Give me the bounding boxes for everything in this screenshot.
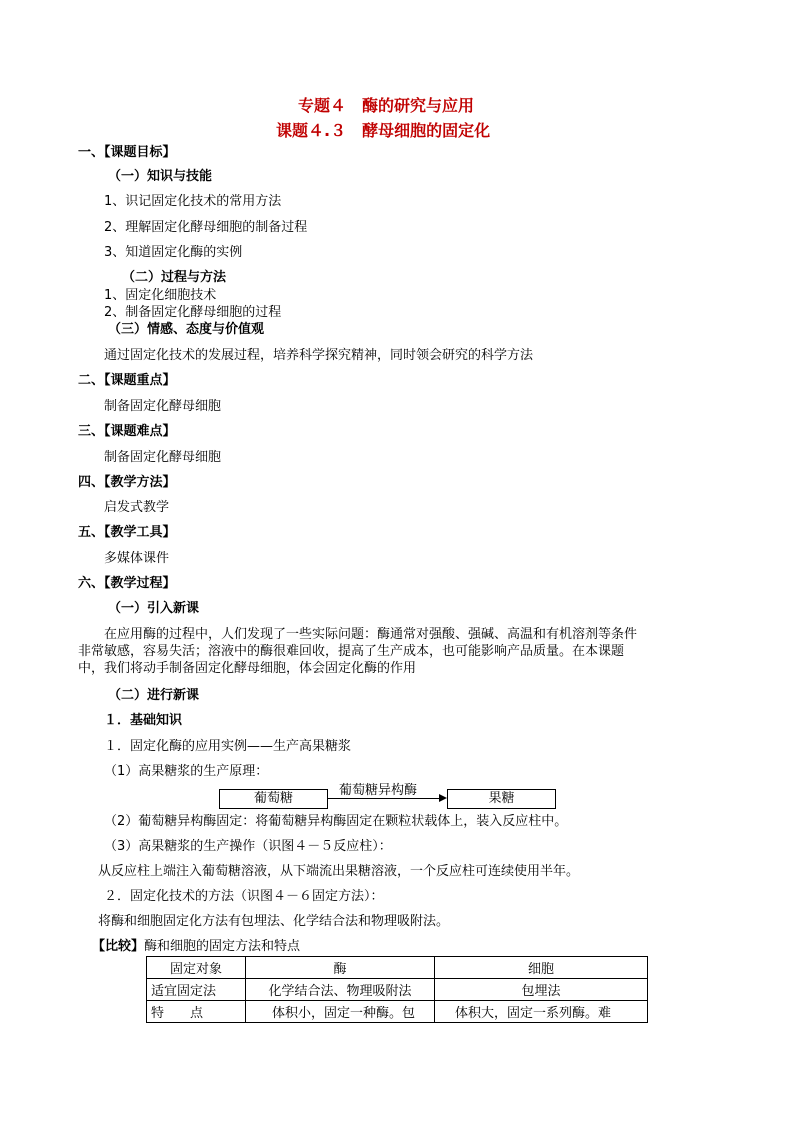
- subheading-intro: （一）引入新课: [108, 601, 200, 616]
- table-header-cell: 酶: [246, 957, 435, 979]
- section-heading-process: 六、【教学过程】: [78, 576, 176, 591]
- body-text: 通过固定化技术的发展过程，培养科学探究精神，同时领会研究的科学方法: [104, 348, 534, 363]
- list-item: 3、知道固定化酶的实例: [104, 245, 243, 260]
- section-heading-tools: 五、【教学工具】: [78, 525, 176, 540]
- section-heading-focus: 二、【课题重点】: [78, 373, 176, 388]
- glucose-box: 葡萄糖: [219, 789, 328, 809]
- arrow-head-icon: [439, 794, 447, 802]
- table-row: [147, 1001, 648, 1023]
- compare-title: 酶和细胞的固定方法和特点: [144, 939, 301, 954]
- body-text: ２．固定化技术的方法（识图４－６固定方法）：: [104, 889, 384, 904]
- body-text: （2）葡萄糖异构酶固定：将葡萄糖异构酶固定在颗粒状载体上，装入反应柱中。: [104, 814, 568, 829]
- subheading-new-lesson: （二）进行新课: [108, 688, 200, 703]
- section-heading-objectives: 一、【课题目标】: [78, 145, 176, 160]
- comparison-table: [146, 956, 648, 1023]
- fructose-box: 果糖: [447, 789, 556, 809]
- basics-heading: １．基础知识: [104, 713, 183, 728]
- body-text: 多媒体课件: [104, 551, 170, 566]
- table-header-row: [147, 957, 648, 979]
- list-item: 1、识记固定化技术的常用方法: [104, 194, 282, 209]
- page-title: 专题４ 酶的研究与应用: [298, 96, 475, 115]
- table-cell: 包埋法: [435, 979, 648, 1001]
- body-text: 从反应柱上端注入葡萄糖溶液，从下端流出果糖溶液，一个反应柱可连续使用半年。: [98, 864, 580, 879]
- compare-label: [92, 939, 300, 955]
- body-text: 将酶和细胞固定化方法有包埋法、化学结合法和物理吸附法。: [98, 914, 450, 929]
- intro-paragraph: 在应用酶的过程中，人们发现了一些实际问题：酶通常对强酸、强碱、高温和有机溶剂等条件非常敏感，容易失活；溶液中的酶很难回收，提高了生产成本，也可能影响产品质量。在本课题中，我们将动手制备固定化酵母细胞，体会固定化酶的作用: [78, 627, 638, 676]
- body-text: 制备固定化酵母细胞: [104, 450, 222, 465]
- body-text: 启发式教学: [104, 500, 170, 515]
- table-cell: 化学结合法、物理吸附法: [246, 979, 435, 1001]
- body-text: １．固定化酶的应用实例——生产高果糖浆: [104, 739, 352, 754]
- table-header-cell: 固定对象: [147, 957, 246, 979]
- table-cell: 体积大，固定一系列酶。难: [435, 1001, 648, 1023]
- body-text: 制备固定化酵母细胞: [104, 399, 222, 414]
- table-header-cell: 细胞: [435, 957, 648, 979]
- subheading-process: （二）过程与方法: [122, 270, 227, 285]
- page-subtitle: 课题４.３ 酵母细胞的固定化: [276, 121, 491, 140]
- table-cell: 体积小，固定一种酶。包: [246, 1001, 435, 1023]
- body-text: （3）高果糖浆的生产操作（识图４－５反应柱）：: [104, 839, 392, 854]
- table-row: [147, 979, 648, 1001]
- subheading-knowledge: （一）知识与技能: [108, 169, 213, 184]
- list-item: 2、理解固定化酵母细胞的制备过程: [104, 220, 308, 235]
- section-heading-difficulty: 三、【课题难点】: [78, 424, 176, 439]
- section-heading-method: 四、【教学方法】: [78, 475, 176, 490]
- list-item: 2、制备固定化酵母细胞的过程: [104, 305, 282, 320]
- enzyme-label: 葡萄糖异构酶: [339, 783, 418, 798]
- table-cell: 适宜固定法: [147, 979, 246, 1001]
- list-item: 1、固定化细胞技术: [104, 288, 217, 303]
- body-text: （1）高果糖浆的生产原理：: [104, 764, 269, 779]
- table-cell: 特 点: [147, 1001, 246, 1023]
- subheading-attitude: （三）情感、态度与价值观: [108, 322, 265, 337]
- reaction-arrow-line: [327, 798, 439, 799]
- compare-tag: 【比较】: [92, 939, 145, 954]
